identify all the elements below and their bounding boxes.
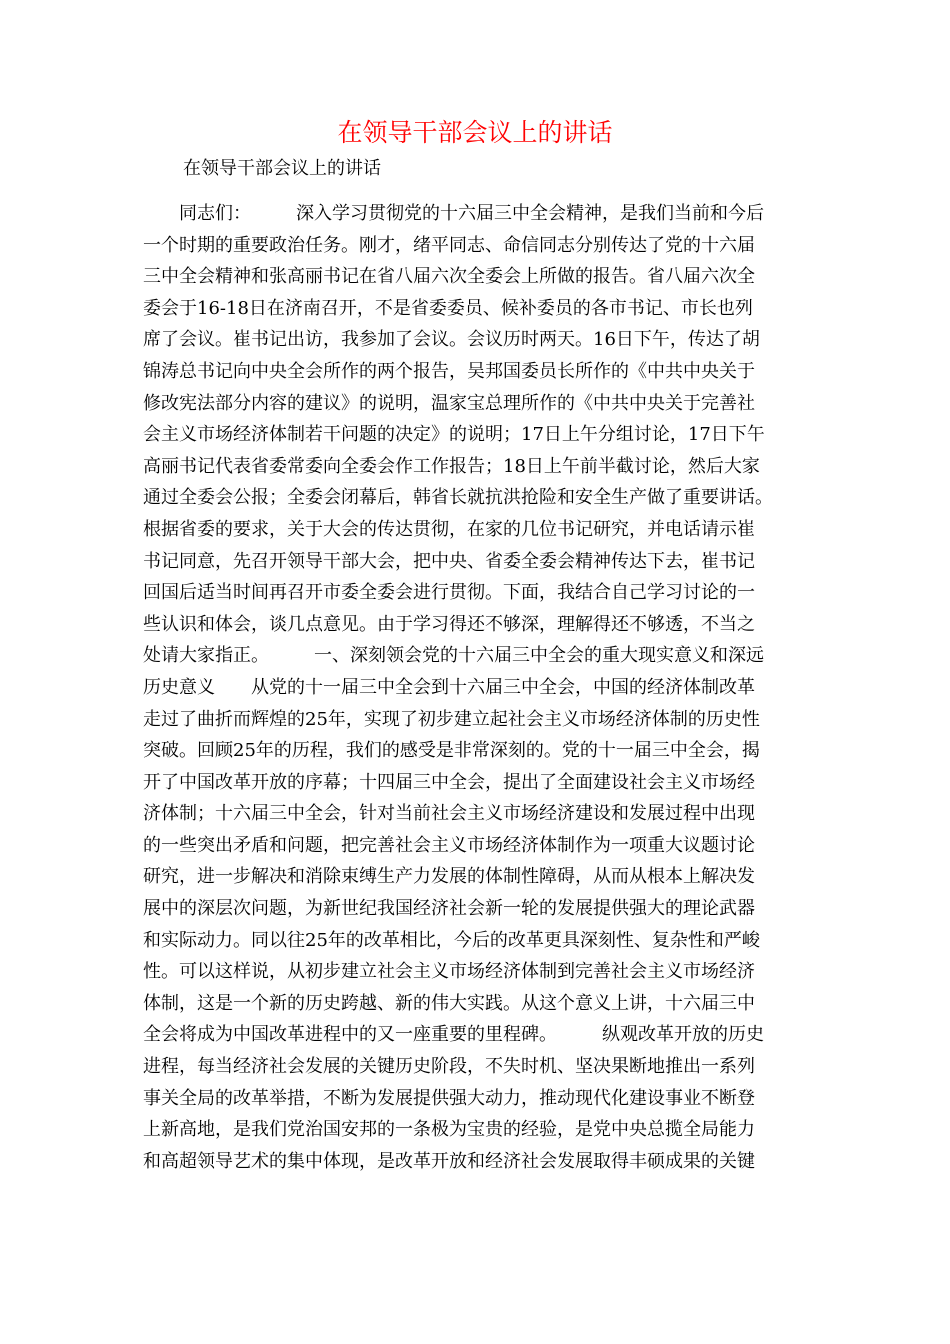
body-line: 委会于16-18日在济南召开，不是省委委员、候补委员的各市书记、市长也列 [143, 297, 753, 319]
body-line: 高丽书记代表省委常委向全委会作工作报告；18日上午前半截讨论，然后大家 [143, 455, 760, 477]
body-line: 会主义市场经济体制若干问题的决定》的说明；17日上午分组讨论，17日下午 [143, 424, 765, 446]
body-line: 些认识和体会，谈几点意见。由于学习得还不够深，理解得还不够透，不当之 [143, 613, 755, 635]
body-line: 性。可以这样说，从初步建立社会主义市场经济体制到完善社会主义市场经济 [143, 961, 755, 983]
document-body [143, 198, 813, 1177]
body-line: 同志们： 深入学习贯彻党的十六届三中全会精神，是我们当前和今后 [143, 203, 764, 224]
body-line: 的一些突出矛盾和问题，把完善社会主义市场经济体制作为一项重大议题讨论 [143, 834, 755, 856]
body-line: 开了中国改革开放的序幕；十四届三中全会，提出了全面建设社会主义市场经 [143, 771, 755, 793]
body-line: 席了会议。崔书记出访，我参加了会议。会议历时两天。16日下午，传达了胡 [143, 329, 760, 351]
body-line: 书记同意，先召开领导干部大会，把中央、省委全委会精神传达下去，崔书记 [143, 550, 755, 572]
body-line: 锦涛总书记向中央全会所作的两个报告，吴邦国委员长所作的《中共中央关于 [143, 360, 755, 382]
body-line: 体制，这是一个新的历史跨越、新的伟大实践。从这个意义上讲，十六届三中 [143, 992, 755, 1014]
body-line: 一个时期的重要政治任务。刚才，绪平同志、命信同志分别传达了党的十六届 [143, 234, 755, 256]
body-line: 进程，每当经济社会发展的关键历史阶段，不失时机、坚决果断地推出一系列 [143, 1056, 755, 1078]
document-subtitle: 在领导干部会议上的讲话 [183, 158, 381, 179]
document-title: 在领导干部会议上的讲话 [337, 118, 613, 147]
body-line: 全会将成为中国改革进程中的又一座重要的里程碑。 纵观改革开放的历史 [143, 1024, 764, 1046]
body-line: 研究，进一步解决和消除束缚生产力发展的体制性障碍，从而从根本上解决发 [143, 866, 755, 888]
body-line: 和高超领导艺术的集中体现，是改革开放和经济社会发展取得丰硕成果的关键 [143, 1150, 755, 1172]
body-line: 事关全局的改革举措，不断为发展提供强大动力，推动现代化建设事业不断登 [143, 1087, 755, 1109]
body-line: 展中的深层次问题，为新世纪我国经济社会新一轮的发展提供强大的理论武器 [143, 898, 755, 920]
body-line: 修改宪法部分内容的建议》的说明，温家宝总理所作的《中共中央关于完善社 [143, 392, 755, 414]
body-line: 历史意义 从党的十一届三中全会到十六届三中全会，中国的经济体制改革 [143, 676, 755, 698]
body-line: 突破。回顾25年的历程，我们的感受是非常深刻的。党的十一届三中全会，揭 [143, 740, 760, 762]
body-line: 走过了曲折而辉煌的25年，实现了初步建立起社会主义市场经济体制的历史性 [143, 708, 760, 730]
body-line: 济体制；十六届三中全会，针对当前社会主义市场经济建设和发展过程中出现 [143, 803, 755, 825]
body-line: 通过全委会公报；全委会闭幕后，韩省长就抗洪抢险和安全生产做了重要讲话。 [143, 487, 773, 509]
body-line: 回国后适当时间再召开市委全委会进行贯彻。下面，我结合自己学习讨论的一 [143, 582, 755, 604]
body-line: 和实际动力。同以往25年的改革相比，今后的改革更具深刻性、复杂性和严峻 [143, 929, 760, 951]
body-line: 上新高地，是我们党治国安邦的一条极为宝贵的经验，是党中央总揽全局能力 [143, 1119, 755, 1141]
body-line: 根据省委的要求，关于大会的传达贯彻，在家的几位书记研究，并电话请示崔 [143, 518, 755, 540]
body-line: 处请大家指正。 一、深刻领会党的十六届三中全会的重大现实意义和深远 [143, 645, 764, 667]
body-line: 三中全会精神和张高丽书记在省八届六次全委会上所做的报告。省八届六次全 [143, 266, 755, 288]
